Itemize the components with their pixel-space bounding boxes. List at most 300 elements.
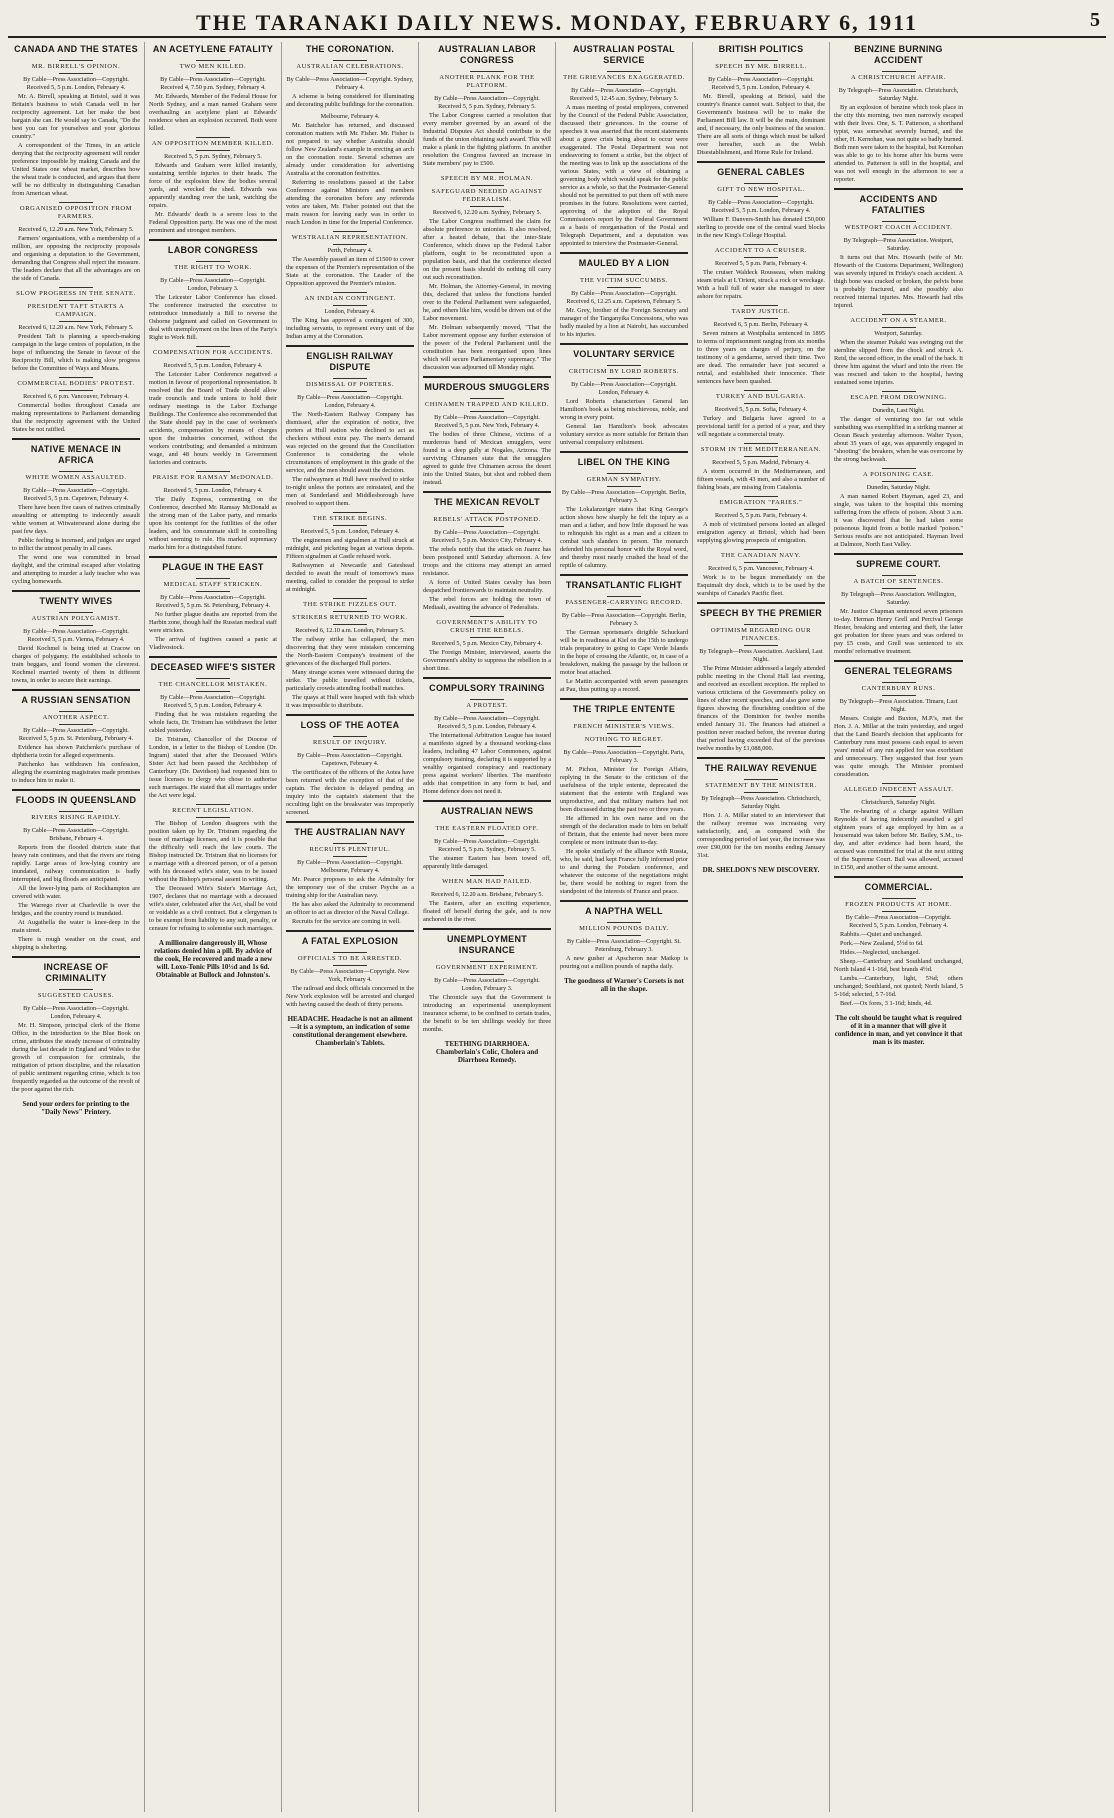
divider-rule xyxy=(470,71,504,72)
article-dateline: Perth, February 4. xyxy=(327,247,373,254)
article-paragraph: When the steamer Pukaki was swinging out the sternline slipped from the chock and struck A. Reid, the second officer, in the small of the back. It threw him against the wharf and into the river. He was rescued and taken to the hospital, having sustained some injuries. xyxy=(834,339,963,386)
divider-rule xyxy=(744,403,778,404)
article-body xyxy=(423,112,551,168)
article-headline: A RUSSIAN SENSATION xyxy=(12,689,140,709)
divider-rule xyxy=(744,645,778,646)
article-headline: AUSTRALIAN LABOR CONGRESS xyxy=(438,44,536,65)
article-paragraph: All the lower-lying parts of Rockhampton are covered with water. xyxy=(12,885,140,900)
article xyxy=(423,800,551,871)
article-subheading: SPEECH BY MR. BIRRELL. xyxy=(715,63,807,70)
article-dateline: By Telegraph—Press Association. Wellington, Saturday. xyxy=(841,591,956,606)
article-dateline: By Cable—Press Association—Copyright. Received 5, 5 p.m. London, February 4. xyxy=(845,914,952,929)
article-paragraph: The Leicester Labor Conference negatived a motion in favour of proportional representation. It resolved that the Board of Trade should allow trade councils and trade unions to hold their ordinary meetings in the Labor Exchange Buildings. The Conference also recommended that the State should pay in the case of workmen's accidents, compensation by means of charges upon the industries concerned, without the workers contributing; and demanded a minimum wage, and 48 hours weekly in Government factories and contracts. xyxy=(149,371,277,466)
divider-rule xyxy=(196,678,230,679)
article xyxy=(423,677,551,796)
article-dateline: By Telegraph—Press Association. Auckland, Last Night. xyxy=(699,648,823,663)
article-headline: ENGLISH RAILWAY DISPUTE xyxy=(286,345,414,376)
article xyxy=(286,821,414,926)
article-dateline: By Cable—Press Association—Copyright. Received 5, 5 p.m. Sydney, February 5. xyxy=(434,838,540,853)
article-dateline: By Cable—Press Association—Copyright. Received 6, 12.25 a.m. Capetown, February 5. xyxy=(566,290,682,305)
divider-rule xyxy=(196,691,230,692)
article-subheading: MEDICAL STAFF STRICKEN. xyxy=(163,581,263,588)
article xyxy=(834,876,963,1008)
article-subheading: PRAISE FOR RAMSAY McDONALD. xyxy=(152,474,274,481)
article-paragraph: The Chronicle says that the Government is introducing an experimental unemployment insurance scheme, to be confined to certain trades, the benefit to be ten shillings weekly for three months. xyxy=(423,994,551,1033)
article xyxy=(12,287,140,373)
article xyxy=(12,438,140,586)
article-headline: COMMERCIAL. xyxy=(834,876,963,896)
article-body xyxy=(12,93,140,198)
article-dateline: Received 6, 12.20 a.m. Sydney, February 5. xyxy=(432,209,542,216)
article-subheading: FRENCH MINISTER'S VIEWS. xyxy=(573,723,675,730)
column-footer-notice: TEETHING DIARRHOEA. Chamberlain's Colic, Cholera and Diarrhoea Remedy. xyxy=(435,1040,539,1064)
article-paragraph: Lord Roberts characterises General Ian Hamilton's book as being mischievous, noble, and wrong in every point. xyxy=(560,398,688,421)
article-body xyxy=(286,769,414,817)
article-dateline: By Cable—Press Association—Copyright. Received 5, 5 p.m. New York, February 4. xyxy=(434,414,540,429)
article-body xyxy=(286,256,414,288)
divider-rule xyxy=(470,875,504,876)
column-2 xyxy=(145,42,282,1812)
divider-rule xyxy=(333,952,367,953)
divider-rule xyxy=(470,712,504,713)
divider-rule xyxy=(882,796,916,797)
article-paragraph: Mr. Birrell, speaking at Bristol, said the country's finance cannot wait. Subject to that, the Government's business will be to make the Parliament Bill law. It will be the main, dominant and, if necessary, the only business of the session. There are all sorts of things which must be talked over hereafter, such as the Welsh Disestablishment, and Home Rule for Ireland. xyxy=(697,93,825,156)
column-6 xyxy=(693,42,830,1812)
article-dateline: Received 5, 5 p.m. Sydney, February 5. xyxy=(164,153,262,160)
divider-rule xyxy=(744,443,778,444)
article-dateline: Christchurch, Saturday Night. xyxy=(861,799,936,806)
article-body xyxy=(149,611,277,652)
article xyxy=(12,956,140,1094)
article xyxy=(560,42,688,248)
article-paragraph: Evidence has shown Patchenko's purchase of diphtheria toxin for alleged experiments. xyxy=(12,744,140,759)
article-subheading: WESTPORT COACH ACCIDENT. xyxy=(844,224,953,231)
divider-rule xyxy=(744,792,778,793)
divider-rule xyxy=(607,71,641,72)
article-subheading: ACCIDENT TO A CRUISER. xyxy=(714,247,808,254)
divider-rule xyxy=(882,783,916,784)
divider-rule xyxy=(882,682,916,683)
article xyxy=(286,231,414,288)
divider-rule xyxy=(59,711,93,712)
article-paragraph: Dr. Tristram, Chancellor of the Diocese of London, in a letter to the Bishop of London (Dr. Ingram) stated that after the Deceased Wife's Sister Act had been passed the Archbishop of Canterbury (Dr. Davidson) had requested him to issue licenses to clergy who chose to authorise such marriages. He stated that all marriages under the Act were legal. xyxy=(149,736,277,799)
divider-rule xyxy=(196,346,230,347)
article-headline: VOLUNTARY SERVICE xyxy=(560,343,688,363)
article-subheading: OFFICIALS TO BE ARRESTED. xyxy=(297,955,403,962)
article-body xyxy=(423,732,551,796)
article-body xyxy=(697,468,825,492)
article-dateline: By Cable—Press Association—Copyright. Sydney, February 4. xyxy=(286,76,414,91)
article-body xyxy=(834,104,963,184)
article xyxy=(149,137,277,235)
article-paragraph: The bodies of three Chinese, victims of a murderous band of Mexican smugglers, were found in a deep gully at Nogales, Arizona. The surviving Chinamen state that the smugglers agreed to guide five Chinamen across the desert into the United States, but shot and robbed them instead. xyxy=(423,431,551,486)
article-paragraph: Railwaymen at Newcastle and Gateshead decided to await the result of tomorrow's mass meeting, called to consider the proposal to strike at midnight. xyxy=(286,562,414,593)
divider-rule xyxy=(470,974,504,975)
article xyxy=(697,549,825,598)
article-subheading: AN OPPOSITION MEMBER KILLED. xyxy=(151,140,275,147)
divider-rule xyxy=(882,468,916,469)
article-paragraph: Farmers' organisations, with a membership of a million, are opposing the reciprocity proposals and organising a deputation to the Government, demanding that Congress shall reject the measure. The leaders declare that all the advantages are on the side of Canada. xyxy=(12,235,140,282)
divider-rule xyxy=(882,404,916,405)
divider-rule xyxy=(470,822,504,823)
article xyxy=(286,598,414,710)
article-dateline: Received 5, 5 p.m. Sofia, February 4. xyxy=(714,406,808,413)
article-body xyxy=(834,931,963,1008)
divider-rule xyxy=(470,172,504,173)
article-dateline: Received 5, 5 p.m. Madrid, February 4. xyxy=(712,459,810,466)
article-dateline: Westport, Saturday. xyxy=(874,330,923,337)
article-body xyxy=(286,122,414,227)
article-body xyxy=(286,636,414,710)
article-subheading: AN INDIAN CONTINGENT. xyxy=(304,295,396,302)
article-headline: MAULED BY A LION xyxy=(560,252,688,272)
divider-rule xyxy=(744,196,778,197)
article-subheading: THE GRIEVANCES EXAGGERATED. xyxy=(563,74,685,81)
article-subheading: WHEN MAN HAD FAILED. xyxy=(442,878,532,885)
divider-rule xyxy=(470,526,504,527)
article-dateline: Received 6, 5 p.m. Vancouver, February 4. xyxy=(708,565,814,572)
article-dateline: By Telegraph—Press Association. Christchurch, Saturday Night. xyxy=(701,795,821,810)
article-body xyxy=(834,416,963,464)
divider-rule xyxy=(607,287,641,288)
article-subheading: COMPENSATION FOR ACCIDENTS. xyxy=(152,349,274,356)
article-paragraph: Many strange scenes were witnessed during the strike. The public travelled without tickets, particularly crowds attending football matches. xyxy=(286,669,414,692)
article-subheading: DISMISSAL OF PORTERS. xyxy=(305,381,394,388)
article-dateline: By Cable—Press Association—Copyright. Received 5, 5 p.m. London, February 4. xyxy=(708,76,814,91)
article-paragraph: William F. Danvers-Smith has donated £50,000 sterling to provide one of the central ward blocks in the new King's College Hospital. xyxy=(697,216,825,239)
article-headline: LABOR CONGRESS xyxy=(149,239,277,259)
article-headline: INCREASE OF CRIMINALITY xyxy=(12,956,140,987)
article-dateline: Dunedin, Last Night. xyxy=(872,407,925,414)
article xyxy=(149,804,277,933)
article xyxy=(834,660,963,779)
article-paragraph: He affirmed in his own name and on the strength of the declaration made to him on behalf of Britain, that the entente had never been more complete or more intimate than to-day. xyxy=(560,815,688,846)
article-dateline: By Cable—Press Association—Copyright. Paris, February 3. xyxy=(563,749,685,764)
article-body xyxy=(834,808,963,872)
divider-rule xyxy=(196,150,230,151)
article-headline: BENZINE BURNING ACCIDENT xyxy=(854,44,943,65)
article-dateline: Melbourne, February 4. xyxy=(320,113,380,120)
article-body xyxy=(423,218,551,372)
column-footer-notice: The goodness of Warner's Corsets is not all in the shape. xyxy=(564,977,684,993)
divider-rule xyxy=(607,720,641,721)
article-paragraph: The Labor Congress reaffirmed the claim for absolute preference to unionists. It also resolved, after a heated debate, that the inter-State Conference, which draws up the Federal Labor platform, ought to be reconstituted upon a population basis, and that the conference elected on the present basis should do nothing till carry out such reconstitution. xyxy=(423,218,551,281)
article-headline: A NAPTHA WELL xyxy=(560,900,688,920)
article-body xyxy=(697,216,825,240)
article-headline: LOSS OF THE AOTEA xyxy=(286,714,414,734)
article-paragraph: The Warrego river at Charleville is over the bridges, and the country round is inundated. xyxy=(12,902,140,917)
article-subheading: MR. BIRRELL'S OPINION. xyxy=(31,63,121,70)
divider-rule xyxy=(333,624,367,625)
article-paragraph: Lambs.—Canterbury, light, 5⅝d; others unchanged; Southland, not quoted; North Island, 5 5-16d; selected, 5 7-16d. xyxy=(834,975,963,998)
article-dateline: Received 6, 5 p.m. Berlin, February 4. xyxy=(713,321,809,328)
article-subheading: ESCAPE FROM DROWNING. xyxy=(850,394,947,401)
article-paragraph: The railwaymen at Hull have resolved to strike to-night unless the porters are reinstated, and the men at Sunderland and Middlesborough have resolved to support them. xyxy=(286,476,414,507)
article-dateline: By Telegraph—Press Association. Westport, Saturday. xyxy=(843,237,954,252)
article-paragraph: There is rough weather on the coast, and shipping is sheltering. xyxy=(12,936,140,951)
article-dateline: Received 5, 5 p.m. London, February 4. xyxy=(163,362,263,369)
article-body xyxy=(12,504,140,586)
article-subheading: GIFT TO NEW HOSPITAL. xyxy=(717,186,805,193)
divider-rule xyxy=(607,84,641,85)
article-paragraph: Mr. Grey, brother of the Foreign Secretary and manager of the Tanganyika Concessions, who was badly mauled by a lion at Nairobi, has succumbed to his injuries. xyxy=(560,307,688,338)
article-body xyxy=(560,307,688,339)
divider-rule xyxy=(607,596,641,597)
article-subheading: CHINAMEN TRAPPED AND KILLED. xyxy=(424,401,550,408)
divider-rule xyxy=(882,481,916,482)
article-paragraph: M. Pichon, Minister for Foreign Affairs, replying in the Senate to the criticism of the usefulness of the triple entente, deprecated the statement that the entente with England was unproductive, and that military matters had not been discussed during the past two or three years. xyxy=(560,766,688,813)
article-paragraph: The steamer Eastern has been towed off, apparently little damaged. xyxy=(423,855,551,870)
article-dateline: Received 6, 12.20 a.m. New York, February 5. xyxy=(18,324,134,331)
article-dateline: By Cable—Press Association—Copyright. London, February 4. xyxy=(23,1005,129,1020)
divider-rule xyxy=(882,391,916,392)
article-body xyxy=(12,1022,140,1094)
divider-rule xyxy=(59,811,93,812)
article-body xyxy=(12,235,140,283)
article-paragraph: The re-hearing of a charge against William Reynolds of having indecently assaulted a girl eighteen years of age employed by him as a housemaid was taken before Mr. Bailey, S.M., to-day, and after evidence had been heard, the accused was committed for trial at the next sitting of the Supreme Court. Bail was allowed, accused in £150, and another of the same amount. xyxy=(834,808,963,871)
article xyxy=(834,468,963,549)
article-body xyxy=(149,371,277,467)
article-paragraph: The cruiser Waldeck Rousseau, when making steam trials at L'Orient, struck a rock or wreckage. With a hull full of water she managed to steer ashore for repairs. xyxy=(697,269,825,300)
article-paragraph: General Ian Hamilton's book advocates voluntary service as more suitable for Britain than universal compulsory enlistment. xyxy=(560,423,688,446)
article-dateline: London, February 4. xyxy=(324,308,376,315)
divider-rule xyxy=(882,695,916,696)
article-paragraph: Sheep.—Canterbury and Southland unchanged, North Island 4 1-16d, best brands 4½d. xyxy=(834,958,963,973)
divider-rule xyxy=(744,318,778,319)
divider-rule xyxy=(744,390,778,391)
article-headline: THE MEXICAN REVOLT xyxy=(423,491,551,511)
article-paragraph: David Kochmel is being tried at Cracow on charges of polygamy. He established schools to train beggars, and found women the cleverest. Kochmel married twenty of them in different towns, in order to secure their earnings. xyxy=(12,645,140,684)
article-body xyxy=(697,812,825,860)
divider-rule xyxy=(882,221,916,222)
article-body xyxy=(423,649,551,673)
article xyxy=(286,512,414,594)
article-paragraph: It turns out that Mrs. Howarth (wife of Mr. Howarth of the Customs Department, Wellington) was severely injured in Friday's coach accident. A thigh bone was cracked or broken, the pelvis bone is probably fractured, and she possibly also received internal injuries. Mrs. Howarth had ribs injured. xyxy=(834,254,963,309)
divider-rule xyxy=(607,486,641,487)
divider-rule xyxy=(744,244,778,245)
article-paragraph: The King has approved a contingent of 300, including servants, to represent every unit of the Indian army at the Coronation. xyxy=(286,317,414,340)
article-body xyxy=(149,496,277,552)
divider-rule xyxy=(196,578,230,579)
article-paragraph: Hon. J. A. Millar stated to an interviewer that the railway revenue was increasing very satisfactorily, and, as compared with the corresponding period of last year, the increase was over £90,000 for the ten months ending January 31st. xyxy=(697,812,825,859)
divider-rule xyxy=(59,625,93,626)
article-paragraph: The railway strike has collapsed, the men discovering that they were mistaken concerning the North-Eastern Company's treatment of the grievances of the discharged Hull porters. xyxy=(286,636,414,667)
article-body xyxy=(697,93,825,157)
article-subheading: A PROTEST. xyxy=(466,702,508,709)
column-4 xyxy=(419,42,556,1812)
divider-rule xyxy=(196,137,230,138)
divider-rule xyxy=(607,935,641,936)
article xyxy=(149,656,277,800)
article xyxy=(12,689,140,785)
article-paragraph: Commercial bodies throughout Canada are making representations to Parliament demanding that the reciprocity agreement with the United States be not ratified. xyxy=(12,402,140,433)
divider-rule xyxy=(196,359,230,360)
article-dateline: Received 6, 12.20 a.m. Brisbane, February 5. xyxy=(430,891,544,898)
divider-rule xyxy=(744,183,778,184)
article-body xyxy=(423,431,551,487)
article xyxy=(12,202,140,283)
article-subheading: RECENT LEGISLATION. xyxy=(172,807,254,814)
article xyxy=(423,376,551,487)
article-dateline: By Telegraph—Press Association. Timaru, Last Night. xyxy=(839,698,958,713)
column-7 xyxy=(830,42,967,1812)
article-headline: TWENTY WIVES xyxy=(12,590,140,610)
article xyxy=(697,757,825,860)
article-subheading: REBELS' ATTACK POSTPONED. xyxy=(433,516,541,523)
article-subheading: PASSENGER-CARRYING RECORD. xyxy=(565,599,683,606)
divider-rule xyxy=(59,300,93,301)
article-paragraph: Mr. Justice Chapman sentenced seven prisoners to-day. Herman Henry Grell and Percival George Hester, breaking and entering and theft, the latter got probation for three years and was ordered to pay £5 costs, and Grell was sentenced to six months' reformative treatment. xyxy=(834,608,963,655)
divider-rule xyxy=(59,484,93,485)
article-paragraph: Mr. Holman, the Attorney-General, in moving this, declared that unless the functions handed over to the Federal Parliament were safeguarded, he, and others like him, would be driven out of the Labor movement. xyxy=(423,283,551,322)
article-paragraph: Reports from the flooded districts state that heavy rain continues, and that the rivers are rising rapidly. Large areas of low-lying country are inundated, railway communication is badly interrupted, and big floods are anticipated. xyxy=(12,844,140,883)
article-dateline: By Cable—Press Association—Copyright. Received 4, 7.50 p.m. Sydney, February 4. xyxy=(160,76,266,91)
divider-rule xyxy=(882,588,916,589)
column-footer-notice: Send your orders for printing to the "Daily News" Printery. xyxy=(22,1100,130,1116)
divider-rule xyxy=(744,779,778,780)
article-subheading: COMMERCIAL BODIES' PROTEST. xyxy=(17,380,135,387)
article-subheading: STORM IN THE MEDITERRANEAN. xyxy=(700,446,822,453)
divider-rule xyxy=(59,390,93,391)
article-paragraph: Mr. Batchelor has returned, and discussed coronation matters with Mr. Fisher. Mr. Fisher is not prepared to say whether Australia should follow New Zealand's example in erecting an arch on the coronation route. Several schemes are already under consideration for advertising Australia at the coronation festivities. xyxy=(286,122,414,177)
article-paragraph: A new gusher at Apscheron near Maikop is pouring out a million pounds of naptha daily. xyxy=(560,955,688,970)
article-dateline: By Cable—Press Association—Copyright. Berlin, February 3. xyxy=(561,612,687,627)
article-subheading: WESTRALIAN REPRESENTATION. xyxy=(291,234,409,241)
divider-rule xyxy=(196,817,230,818)
masthead-title: THE TARANAKI DAILY NEWS. MONDAY, FEBRUARY 6, 1911 xyxy=(196,10,918,35)
divider-rule xyxy=(744,73,778,74)
divider-rule xyxy=(744,496,778,497)
article-headline: MURDEROUS SMUGGLERS xyxy=(423,376,551,396)
article xyxy=(423,172,551,372)
divider-rule xyxy=(333,843,367,844)
divider-rule xyxy=(882,234,916,235)
article-paragraph: The Daily Express, commenting on the Conference, described Mr. Ramsay McDonald as the strong man of the Labor party, and remarks upon his contempt for the futilities of the other leaders, and his consummate skill in controlling without seeming to rule. His marked supremacy marks him for a distinguished future. xyxy=(149,496,277,551)
article-paragraph: A force of United States cavalry has been despatched frontierwards to maintain neutrality. xyxy=(423,579,551,594)
article xyxy=(834,783,963,872)
article-paragraph: Mr. Pearce proposes to ask the Admiralty for the temporary use of the cruiser Psyche as a training ship for the Australian navy. xyxy=(286,876,414,899)
divider-rule xyxy=(196,804,230,805)
divider-rule xyxy=(882,327,916,328)
article-paragraph: Le Mattin accompanied with seven passengers at Pau, thus putting up a record. xyxy=(560,678,688,693)
article-headline: NATIVE MENACE IN AFRICA xyxy=(12,438,140,469)
article-paragraph: Rabbits.—Quiet and unchanged. xyxy=(840,931,923,938)
divider-rule xyxy=(333,525,367,526)
article xyxy=(560,343,688,447)
article-paragraph: Hides.—Neglected, unchanged. xyxy=(840,949,921,956)
article-dateline: Received 5, 5 p.m. Mexico City, February 4. xyxy=(431,640,543,647)
article-body xyxy=(697,330,825,386)
article-dateline: By Cable—Press Association—Copyright. Capetown, February 4. xyxy=(297,752,403,767)
article-body xyxy=(834,493,963,549)
divider-rule xyxy=(744,549,778,550)
article-paragraph: President Taft is planning a speech-making campaign in the large centres of population, in the hope of influencing the Senate in favour of the Reciprocity Bill, which is making slow progress before the Committee of Ways and Means. xyxy=(12,333,140,372)
divider-rule xyxy=(59,287,93,288)
article-headline: ACCIDENTS AND FATALITIES xyxy=(834,188,963,219)
article-paragraph: No further plague deaths are reported from the Harbin zone, though half the Russian medical staff were stricken. xyxy=(149,611,277,634)
article-body xyxy=(149,820,277,933)
divider-rule xyxy=(882,575,916,576)
column-footer-notice: DR. SHELDON'S NEW DISCOVERY. xyxy=(702,866,820,874)
article-subheading: ORGANISED OPPOSITION FROM FARMERS. xyxy=(19,205,133,220)
article-headline: LIBEL ON THE KING xyxy=(560,451,688,471)
article-subheading: AUSTRIAN POLYGAMIST. xyxy=(31,615,121,622)
article-subheading: GOVERNMENT'S ABILITY TO CRUSH THE REBELS. xyxy=(436,619,538,634)
article-subheading: MILLION POUNDS DAILY. xyxy=(579,925,669,932)
article-headline: PLAGUE IN THE EAST xyxy=(149,556,277,576)
divider-rule xyxy=(744,456,778,457)
article-headline: THE CORONATION. xyxy=(305,44,395,54)
divider-rule xyxy=(744,257,778,258)
article-subheading: A CHRISTCHURCH AFFAIR. xyxy=(851,74,946,81)
article-subheading: THE STRIKE FIZZLES OUT. xyxy=(303,601,397,608)
article-paragraph: Mr. Holman subsequently moved, "That the Labor movement oppose any further extension of the power of the Federal Parliament until the constitution has been reorganised upon lines which will secure Parliamentary supremacy." The discussion was adjourned till Monday night. xyxy=(423,324,551,371)
article-body xyxy=(697,415,825,439)
article-paragraph: A scheme is being considered for illuminating and decorating public buildings for the coronation. xyxy=(286,93,414,108)
divider-rule xyxy=(470,398,504,399)
article-body xyxy=(834,608,963,656)
divider-rule xyxy=(59,471,93,472)
article-dateline: By Cable—Press Association—Copyright. London, February 3. xyxy=(434,977,540,992)
divider-rule xyxy=(882,898,916,899)
divider-rule xyxy=(59,223,93,224)
article xyxy=(834,314,963,387)
column-3 xyxy=(282,42,419,1812)
article-body xyxy=(560,629,688,694)
article-subheading: ALLEGED INDECENT ASSAULT. xyxy=(843,786,954,793)
article-subheading: EMIGRATION "FARIES." xyxy=(719,499,803,506)
divider-rule xyxy=(59,989,93,990)
divider-rule xyxy=(59,377,93,378)
article-subheading: ANOTHER ASPECT. xyxy=(42,714,110,721)
article-paragraph: Mr. Edwards' death is a severe loss to the Federal Opposition party. He was one of the most prominent and strongest members. xyxy=(149,211,277,234)
article xyxy=(834,188,963,310)
divider-rule xyxy=(333,512,367,513)
divider-rule xyxy=(470,206,504,207)
article-body xyxy=(12,744,140,785)
divider-rule xyxy=(470,513,504,514)
article-body xyxy=(423,900,551,924)
article xyxy=(423,928,551,1034)
article-headline: AUSTRALIAN NEWS xyxy=(423,800,551,820)
article xyxy=(149,556,277,652)
article-paragraph: By an explosion of benzine which took place in the city this morning, two men narrowly escaped with their lives. One, S. T. Patterson, a shorthand typist, was somewhat severely burned, and the other, H. Kernohan, was not quite so badly burned. Both men were taken to the hospital, but Kernohan was able to go to his home after his burns were attended to. Patterson is still in the hospital, and was not well enough in the afternoon to see a reporter. xyxy=(834,104,963,183)
article xyxy=(423,491,551,612)
article-body xyxy=(423,546,551,612)
article-dateline: By Cable—Press Association—Copyright. Received 5, 5 p.m. Capetown, February 4. xyxy=(23,487,129,502)
article xyxy=(286,930,414,1009)
article xyxy=(149,42,277,133)
article-subheading: THE RIGHT TO WORK. xyxy=(174,264,252,271)
article-headline: GENERAL CABLES xyxy=(697,161,825,181)
article xyxy=(286,292,414,341)
article-body xyxy=(286,876,414,926)
divider-rule xyxy=(333,391,367,392)
divider-rule xyxy=(470,411,504,412)
article xyxy=(834,553,963,656)
article-headline: SPEECH BY THE PREMIER xyxy=(697,602,825,622)
divider-rule xyxy=(470,185,504,186)
article-body xyxy=(834,339,963,387)
article-headline: CANADA AND THE STATES xyxy=(14,44,138,54)
article xyxy=(560,698,688,896)
article-paragraph: A correspondent of the Times, in an article denying that the reciprocity agreement will render preference impossible by making Canada and the United States one wheat market, describes how the wheat trade is conducted, and argues that there will be no difficulty in distinguishing Canadian from American wheat. xyxy=(12,142,140,197)
article-body xyxy=(12,645,140,685)
article-dateline: By Cable—Press Association—Copyright. Berlin, February 3. xyxy=(561,489,687,504)
article-dateline: By Telegraph—Press Association. Christchurch, Saturday Night. xyxy=(838,87,959,102)
article-paragraph: The danger of venturing too far out while sunbathing was exemplified in a striking manner at Ocean Beach yesterday afternoon. Walter Tyson, about 35 years of age, was apparently engaged in "shooting" the breakers, when he was overcome by the strong backwash. xyxy=(834,416,963,463)
article-subheading: CANTERBURY RUNS. xyxy=(861,685,936,692)
